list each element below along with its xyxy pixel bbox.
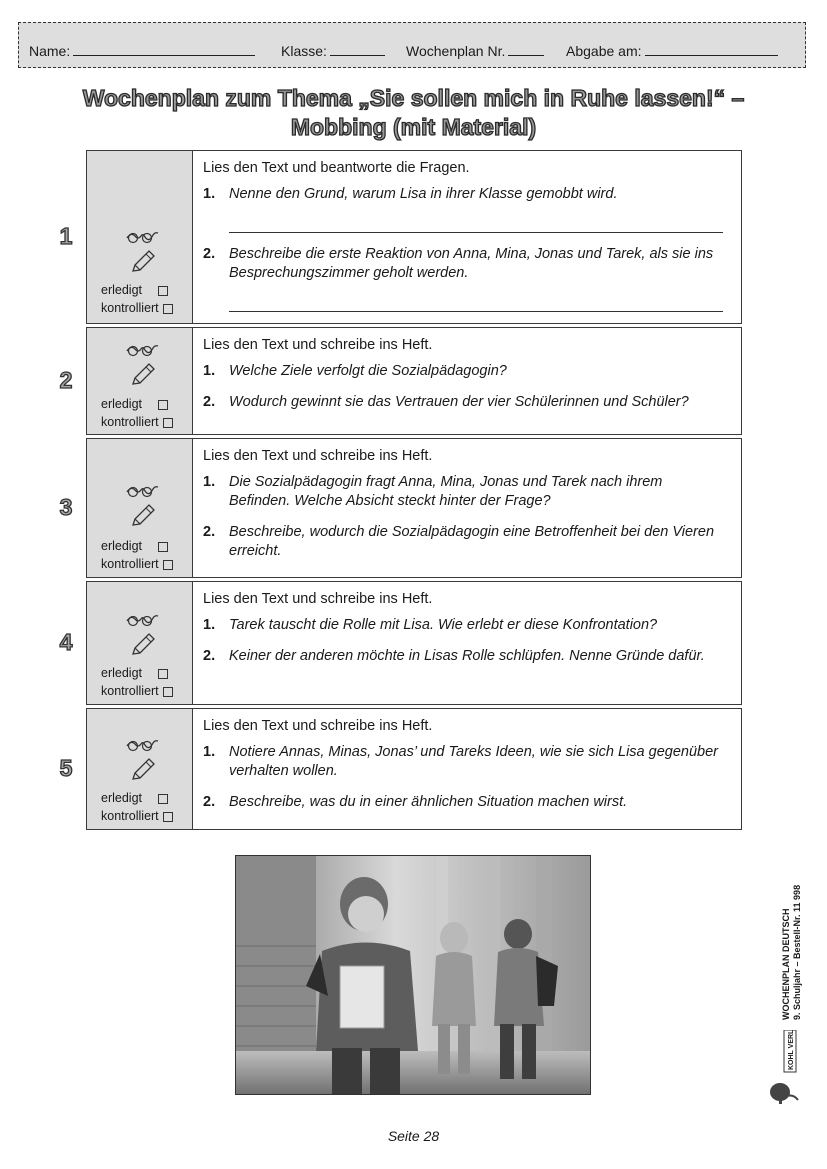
checked-checkbox-icon[interactable]: [163, 812, 173, 822]
done-checkbox-icon[interactable]: [158, 669, 168, 679]
pen-icon: [129, 249, 165, 278]
glasses-icon: [125, 483, 165, 503]
done-checkbox-icon[interactable]: [158, 286, 168, 296]
plan-number-field[interactable]: Wochenplan Nr.: [406, 43, 544, 59]
pen-icon: [129, 632, 165, 661]
task-status-panel: erledigt kontrolliert: [87, 709, 193, 829]
task-row-3: [86, 438, 742, 578]
done-checkbox-icon[interactable]: [158, 794, 168, 804]
task-instruction: Lies den Text und schreibe ins Heft.: [203, 718, 433, 734]
publisher-logo-text: KOHL VERLAG: [788, 1030, 795, 1070]
task-row-1: [86, 150, 742, 324]
task-number-4: 4: [59, 629, 73, 655]
student-info-header: [18, 22, 806, 68]
task-instruction: Lies den Text und schreibe ins Heft.: [203, 591, 433, 607]
task-number-5: 5: [59, 755, 73, 781]
checked-checkbox-icon[interactable]: [163, 560, 173, 570]
task-number-1: 1: [59, 223, 73, 249]
name-field[interactable]: Name:: [29, 43, 255, 59]
task-instruction: Lies den Text und schreibe ins Heft.: [203, 337, 433, 353]
class-field[interactable]: Klasse:: [281, 43, 385, 59]
page-title-line1: Wochenplan zum Thema „Sie sollen mich in Ruhe lassen!“ –: [82, 85, 745, 111]
task-content: [203, 447, 723, 573]
question-1-1: 1. Nenne den Grund, warum Lisa in ihrer Klasse gemobbt wird.: [203, 186, 618, 202]
question-5-1: 1. Notiere Annas, Minas, Jonas’ und Tareks Ideen, wie sie sich Lisa gegenüber verhalten wollen.: [203, 744, 718, 779]
question-3-1: 1. Die Sozialpädagogin fragt Anna, Mina, Jonas und Tarek nach ihrem Befinden. Welche Absicht steckt hinter der Frage?: [203, 474, 663, 509]
checked-checkbox-icon[interactable]: [163, 687, 173, 697]
answer-line[interactable]: [229, 295, 723, 312]
pen-icon: [129, 503, 165, 532]
glasses-icon: [125, 342, 165, 362]
pen-icon: [129, 757, 165, 786]
task-status-panel: erledigt kontrolliert: [87, 439, 193, 577]
question-4-1: 1. Tarek tauscht die Rolle mit Lisa. Wie erlebt er diese Konfrontation?: [203, 617, 658, 633]
due-date-field[interactable]: Abgabe am:: [566, 43, 778, 59]
done-checkbox-icon[interactable]: [158, 400, 168, 410]
task-status-panel: erledigt kontrolliert: [87, 151, 193, 323]
question-1-2: 2. Beschreibe die erste Reaktion von Anna, Mina, Jonas und Tarek, als sie ins Besprechungszimmer geholt werden.: [203, 246, 714, 281]
task-status-panel: erledigt kontrolliert: [87, 328, 193, 434]
glasses-icon: [125, 229, 165, 249]
publication-side-note: WOCHENPLAN DEUTSCH 9. Schuljahr – Bestell-Nr. 11 998: [781, 884, 802, 1020]
done-checkbox-icon[interactable]: [158, 542, 168, 552]
publisher-logo: [768, 1030, 804, 1111]
glasses-icon: [125, 612, 165, 632]
answer-line[interactable]: [229, 216, 723, 233]
page-title-line2: Mobbing (mit Material): [290, 114, 537, 140]
task-number-2: 2: [59, 367, 73, 393]
question-4-2: 2. Keiner der anderen möchte in Lisas Rolle schlüpfen. Nenne Gründe dafür.: [203, 648, 705, 664]
checked-checkbox-icon[interactable]: [163, 418, 173, 428]
task-number-3: 3: [59, 494, 73, 520]
question-3-2: 2. Beschreibe, wodurch die Sozialpädagogin eine Betroffenheit bei den Vieren erreicht.: [203, 524, 715, 559]
glasses-icon: [125, 737, 165, 757]
task-instruction: Lies den Text und beantworte die Fragen.: [203, 160, 470, 176]
task-content: [203, 159, 723, 324]
task-row-4: [86, 581, 742, 705]
page-number: Seite 28: [387, 1128, 440, 1144]
mobbing-photo: [235, 855, 591, 1095]
task-content: [203, 336, 723, 424]
task-row-5: [86, 708, 742, 830]
pen-icon: [129, 362, 165, 391]
checked-checkbox-icon[interactable]: [163, 304, 173, 314]
question-2-2: 2. Wodurch gewinnt sie das Vertrauen der vier Schülerinnen und Schüler?: [203, 394, 689, 410]
task-content: [203, 590, 723, 678]
question-2-1: 1. Welche Ziele verfolgt die Sozialpädagogin?: [203, 363, 507, 379]
task-content: [203, 717, 723, 824]
task-row-2: [86, 327, 742, 435]
task-instruction: Lies den Text und schreibe ins Heft.: [203, 448, 433, 464]
task-status-panel: erledigt kontrolliert: [87, 582, 193, 704]
question-5-2: 2. Beschreibe, was du in einer ähnlichen Situation machen wirst.: [203, 794, 628, 810]
